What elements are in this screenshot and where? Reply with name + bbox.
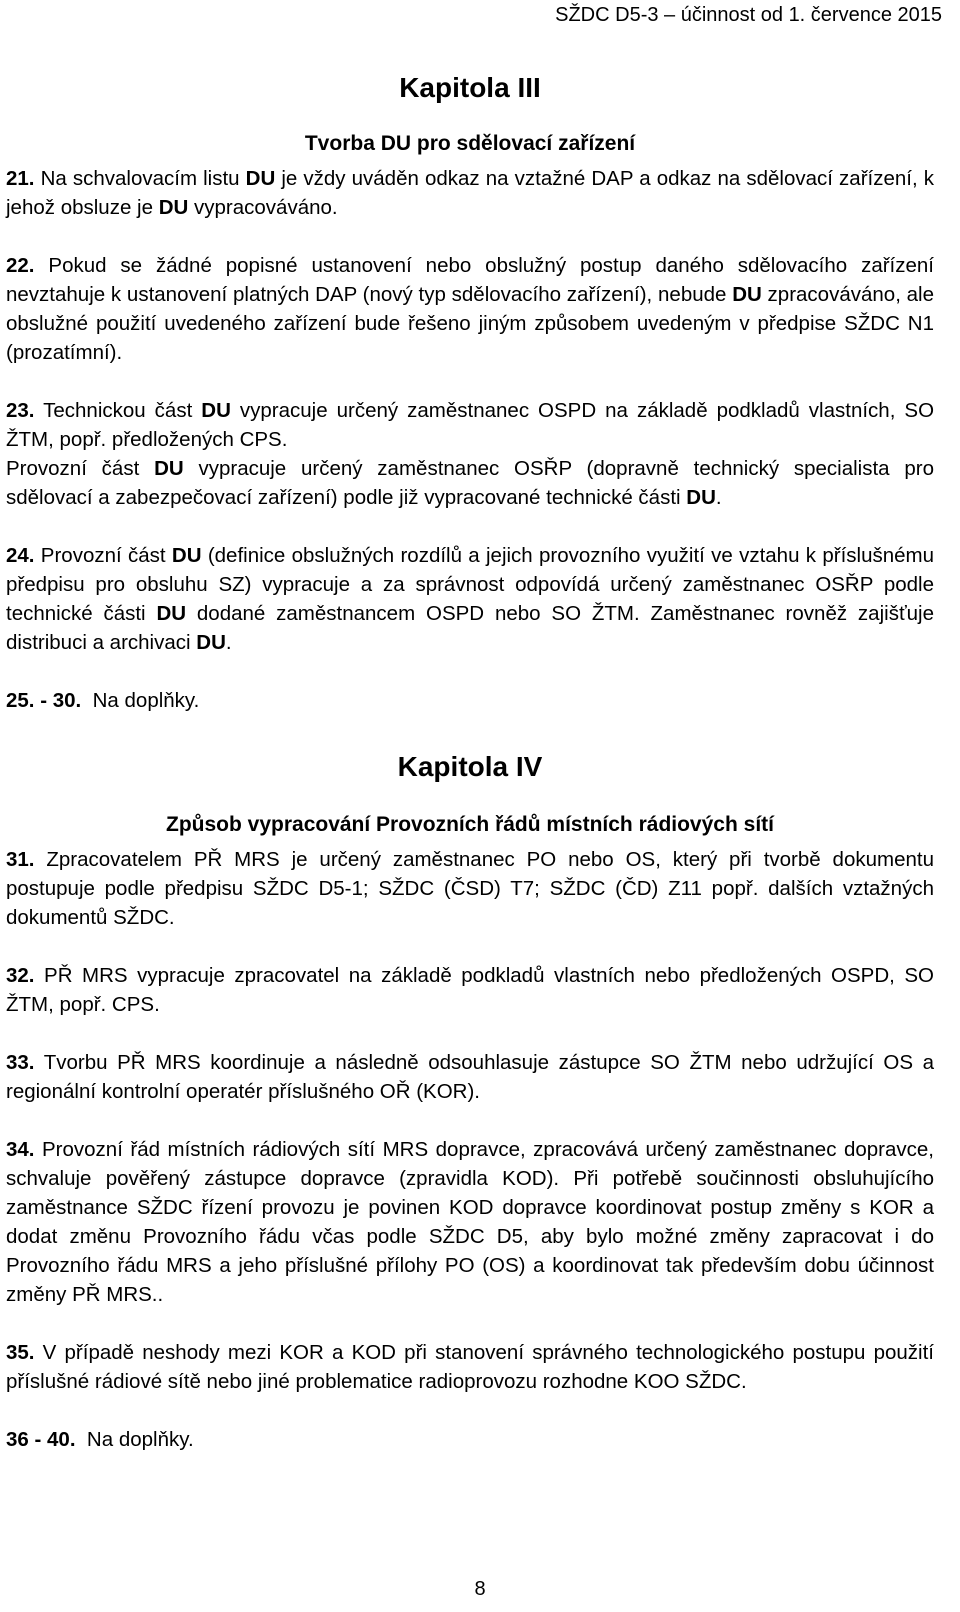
paragraph-text: vypracuje určený zaměstnanec OSŘP (dopravně technický specialista pro sdělovací a zabezpečovací zařízení) podle již vypracované technické části — [6, 457, 935, 509]
chapter-3-title: Kapitola III — [399, 72, 541, 103]
paragraph-text: V případě neshody mezi KOR a KOD při stanovení správného technologického postupu použití příslušné rádiové sítě nebo jiné problematice radioprovozu rozhodne KOO SŽDC. — [6, 1341, 934, 1393]
keyword-du: DU — [158, 196, 189, 219]
paragraph-32 — [6, 961, 934, 1019]
keyword-du: DU — [154, 457, 184, 480]
paragraph-number: 23. — [6, 399, 35, 422]
paragraph-text: PŘ MRS vypracuje zpracovatel na základě podkladů vlastních nebo předložených OSPD, SO ŽTM, popř. CPS. — [6, 964, 934, 1016]
keyword-du: DU — [201, 399, 231, 422]
paragraph-31 — [6, 845, 934, 932]
paragraph-36-40 — [6, 1425, 934, 1454]
chapter-4-title: Kapitola IV — [397, 751, 543, 782]
paragraph-text: Na doplňky. — [75, 1428, 194, 1451]
paragraph-34 — [6, 1135, 934, 1309]
paragraph-number: 31. — [6, 848, 35, 871]
paragraph-text: dodané zaměstnancem OSPD nebo SO ŽTM. Zaměstnanec rovněž zajišťuje distribuci a archivaci — [6, 602, 934, 654]
page-header: SŽDC D5-3 – účinnost od 1. července 2015 — [555, 4, 942, 26]
paragraph-text: Pokud se žádné popisné ustanovení nebo obslužný postup daného sdělovacího zařízení nevztahuje k ustanovení platných DAP (nový typ sdělovacího zařízení), nebude — [6, 254, 934, 306]
paragraph-25-30 — [6, 686, 934, 715]
paragraph-23-continued — [6, 454, 934, 512]
paragraph-number: 36 - 40. — [6, 1428, 76, 1451]
paragraph-text: Technickou část — [34, 399, 202, 422]
paragraph-number: 21. — [6, 167, 35, 190]
paragraph-number: 22. — [6, 254, 35, 277]
paragraph-text: Zpracovatelem PŘ MRS je určený zaměstnanec PO nebo OS, který při tvorbě dokumentu postupuje podle předpisu SŽDC D5-1; SŽDC (ČSD) T7; SŽDC (ČD) Z11 popř. dalších vztažných dokumentů SŽDC. — [6, 848, 934, 929]
paragraph-text: . — [715, 486, 722, 509]
paragraph-21 — [6, 164, 934, 222]
paragraph-text: Provozní řád místních rádiových sítí MRS dopravce, zpracovává určený zaměstnanec dopravce, schvaluje pověřený zástupce dopravce (zpravidla KOD). Při potřebě součinnosti obsluhujícího zaměstnance SŽDC řízení provozu je povinen KOD dopravce koordinovat postup změny s KOR a dodat změnu Provozního řádu včas podle SŽDC D5, aby bylo možné změny zapracovat i do Provozního řádu MRS a jeho příslušné přílohy PO (OS) a koordinovat tak především dobu účinnost změny PŘ MRS.. — [6, 1138, 934, 1306]
paragraph-text: zpracováváno, ale obslužné použití uvedeného zařízení bude řešeno jiným způsobem uvedeným v předpise SŽDC N1 (prozatímní). — [6, 283, 935, 364]
keyword-du: DU — [196, 631, 226, 654]
keyword-du: DU — [171, 544, 202, 567]
keyword-du: DU — [732, 283, 762, 306]
paragraph-23 — [6, 396, 934, 454]
paragraph-text: Provozní část — [34, 544, 172, 567]
paragraph-33 — [6, 1048, 934, 1106]
paragraph-22 — [6, 251, 934, 367]
keyword-du: DU — [156, 602, 187, 625]
paragraph-text: (definice obslužných rozdílů a jejich provozního využití ve vztahu k příslušnému předpisu pro obsluhu SZ) vypracuje a za správnost odpovídá určený zaměstnanec OSŘP podle technické části — [6, 544, 934, 625]
paragraph-number: 25. - 30. — [6, 689, 82, 712]
paragraph-text: Na schvalovacím listu — [34, 167, 246, 190]
chapter-3-subtitle: Tvorba DU pro sdělovací zařízení — [304, 132, 636, 155]
paragraph-number: 24. — [6, 544, 35, 567]
paragraph-text: je vždy uváděn odkaz na vztažné DAP a odkaz na sdělovací zařízení, k jehož obsluze je — [6, 167, 935, 219]
paragraph-text: Provozní část — [6, 457, 155, 480]
keyword-du: DU — [245, 167, 276, 190]
paragraph-number: 33. — [6, 1051, 35, 1074]
paragraph-text: vypracováváno. — [188, 196, 338, 219]
paragraph-text: . — [225, 631, 232, 654]
paragraph-text: vypracuje určený zaměstnanec OSPD na základě podkladů vlastních, SO ŽTM, popř. předložených CPS. — [6, 399, 935, 451]
paragraph-number: 35. — [6, 1341, 35, 1364]
paragraph-number: 34. — [6, 1138, 35, 1161]
paragraph-text: Na doplňky. — [81, 689, 200, 712]
document-body — [6, 72, 934, 1454]
paragraph-35 — [6, 1338, 934, 1396]
page-number: 8 — [474, 1578, 486, 1600]
paragraph-text: Tvorbu PŘ MRS koordinuje a následně odsouhlasuje zástupce SO ŽTM nebo udržující OS a regionální kontrolní operatér příslušného OŘ (KOR). — [6, 1051, 934, 1103]
keyword-du: DU — [686, 486, 716, 509]
chapter-4-subtitle: Způsob vypracování Provozních řádů místních rádiových sítí — [166, 813, 774, 836]
paragraph-24 — [6, 541, 934, 657]
paragraph-number: 32. — [6, 964, 35, 987]
